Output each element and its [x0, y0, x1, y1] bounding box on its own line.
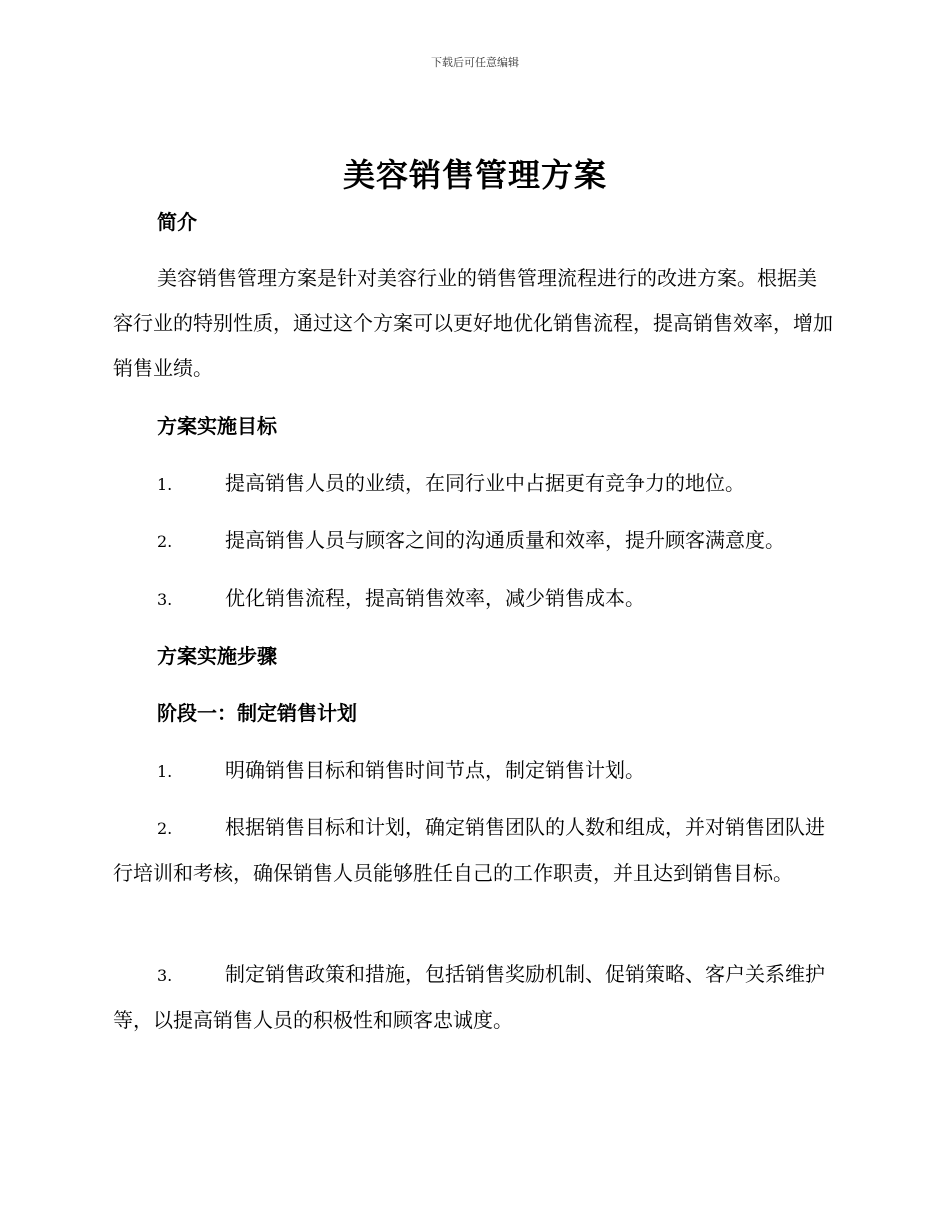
list-item-text: 优化销售流程，提高销售效率，减少销售成本。 [225, 586, 645, 610]
step-item [113, 748, 833, 794]
list-number: 3. [157, 966, 173, 985]
section-heading-steps: 方案实施步骤 [157, 644, 277, 668]
intro-paragraph: 美容销售管理方案是针对美容行业的销售管理流程进行的改进方案。根据美容行业的特别性质，通过这个方案可以更好地优化销售流程，提高销售效率，增加销售业绩。 [113, 266, 833, 380]
list-item-text: 制定销售政策和措施，包括销售奖励机制、促销策略、客户关系维护等，以提高销售人员的积极性和顾客忠诚度。 [113, 962, 825, 1032]
list-item-text: 提高销售人员与顾客之间的沟通质量和效率，提升顾客满意度。 [225, 528, 785, 552]
list-number: 1. [157, 762, 173, 781]
subsection-heading-stage1: 阶段一：制定销售计划 [157, 701, 357, 725]
list-item-text: 提高销售人员的业绩，在同行业中占据更有竞争力的地位。 [225, 471, 745, 495]
list-number: 2. [157, 819, 173, 838]
list-number: 2. [157, 532, 173, 551]
goal-item [113, 461, 833, 507]
document-title: 美容销售管理方案 [342, 156, 607, 194]
list-item-text: 明确销售目标和销售时间节点，制定销售计划。 [225, 758, 645, 782]
section-heading-intro: 简介 [157, 210, 197, 234]
section-heading-goals: 方案实施目标 [157, 414, 277, 438]
list-number: 1. [157, 475, 173, 494]
list-number: 3. [157, 590, 173, 609]
step-item [113, 952, 833, 1043]
list-item-text: 根据销售目标和计划，确定销售团队的人数和组成，并对销售团队进行培训和考核，确保销售人员能够胜任自己的工作职责，并且达到销售目标。 [113, 815, 825, 885]
step-item [113, 805, 833, 896]
goal-item [113, 518, 833, 564]
header-note: 下载后可任意编辑 [431, 56, 519, 69]
goal-item [113, 576, 833, 622]
